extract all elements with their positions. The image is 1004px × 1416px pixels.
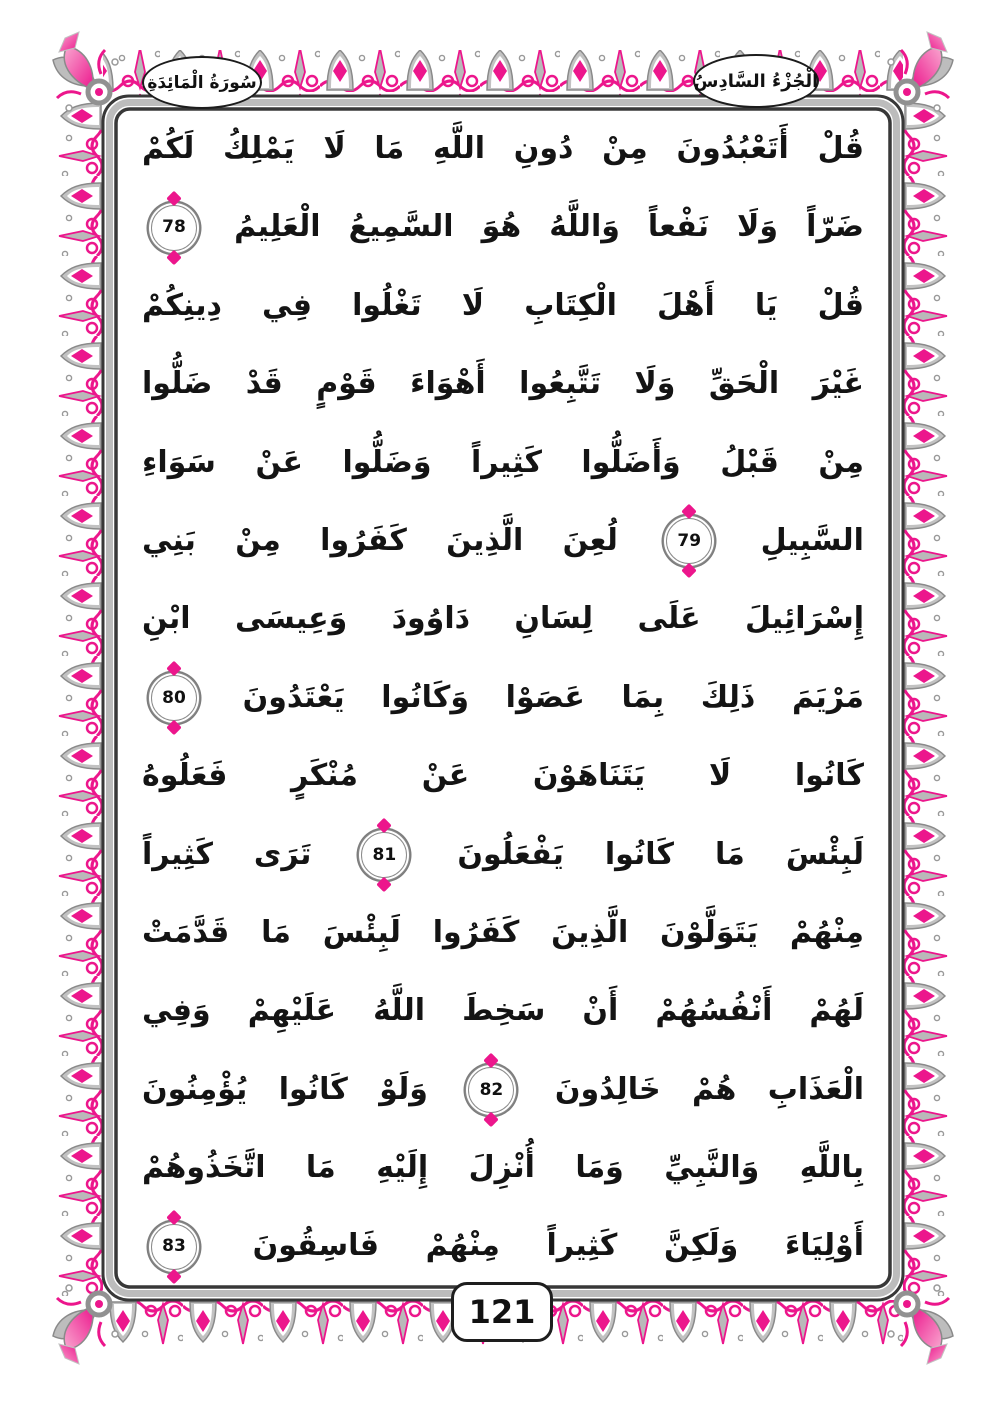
border-ornament-right-icon bbox=[903, 96, 949, 1300]
quran-line bbox=[142, 188, 864, 266]
ayah-text: مِنْهُمْ يَتَوَلَّوْنَ الَّذِينَ كَفَرُوا لَبِئْسَ مَا قَدَّمَتْ bbox=[142, 914, 864, 950]
ayah-text: أَوْلِيَاءَ وَلَكِنَّ كَثِيراً مِنْهُمْ فَاسِقُونَ bbox=[252, 1228, 864, 1264]
quran-line bbox=[142, 502, 864, 580]
page-number: 121 bbox=[468, 1293, 536, 1331]
verse-number-medallion-icon bbox=[148, 672, 200, 724]
verse-number: 82 bbox=[479, 1079, 504, 1100]
verse-number-medallion-icon bbox=[148, 1221, 200, 1273]
verse-number: 80 bbox=[162, 687, 186, 708]
verse-number-medallion-icon bbox=[465, 1064, 517, 1116]
verse-number-medallion-icon bbox=[148, 202, 200, 254]
ayah-text: قُلْ يَا أَهْلَ الْكِتَابِ لَا تَغْلُوا فِي دِينِكُمْ bbox=[142, 287, 864, 323]
ayah-text: لُعِنَ الَّذِينَ كَفَرُوا مِنْ بَنِي bbox=[142, 522, 618, 558]
ayah-text: الْعَذَابِ هُمْ خَالِدُونَ bbox=[554, 1071, 865, 1107]
quran-line bbox=[142, 737, 864, 815]
ayah-text: قُلْ أَتَعْبُدُونَ مِنْ دُونِ اللَّهِ مَا لَا يَمْلِكُ لَكُمْ bbox=[142, 131, 864, 166]
quran-line bbox=[142, 659, 864, 737]
ayah-text: كَانُوا لَا يَتَنَاهَوْنَ عَنْ مُنْكَرٍ فَعَلُوهُ bbox=[142, 758, 864, 794]
juz-number-label: الْجُزْءُ السَّادِسُ bbox=[693, 70, 819, 92]
quran-line bbox=[142, 267, 864, 345]
quran-line bbox=[142, 1051, 864, 1129]
quran-line bbox=[142, 110, 864, 188]
verse-number: 78 bbox=[162, 217, 186, 238]
quran-line bbox=[142, 1129, 864, 1207]
quran-line bbox=[142, 816, 864, 894]
ayah-text: مِنْ قَبْلُ وَأَضَلُّوا كَثِيراً وَضَلُّوا عَنْ سَوَاءِ bbox=[142, 444, 864, 480]
quran-line bbox=[142, 580, 864, 658]
quran-line bbox=[142, 972, 864, 1050]
quran-line bbox=[142, 894, 864, 972]
ayah-text: مَرْيَمَ ذَلِكَ بِمَا عَصَوْا وَكَانُوا يَعْتَدُونَ bbox=[242, 679, 864, 715]
quran-line bbox=[142, 424, 864, 502]
ayah-text: وَلَوْ كَانُوا يُؤْمِنُونَ bbox=[142, 1071, 428, 1107]
verse-number: 79 bbox=[677, 530, 702, 551]
ayah-text: ضَرّاً وَلَا نَفْعاً وَاللَّهُ هُوَ السَّمِيعُ الْعَلِيمُ bbox=[234, 209, 865, 245]
verse-number: 83 bbox=[162, 1236, 186, 1257]
ayah-text: بِاللَّهِ وَالنَّبِيِّ وَمَا أُنْزِلَ إِلَيْهِ مَا اتَّخَذُوهُمْ bbox=[142, 1150, 864, 1186]
quran-lines bbox=[142, 110, 864, 1290]
ayah-text: لَبِئْسَ مَا كَانُوا يَفْعَلُونَ bbox=[457, 836, 865, 872]
juz-number-cartouche bbox=[693, 54, 819, 108]
ayah-text: السَّبِيلِ bbox=[760, 522, 864, 558]
page-number-box bbox=[451, 1282, 553, 1342]
surah-name-cartouche bbox=[142, 56, 262, 109]
ayah-text: غَيْرَ الْحَقِّ وَلَا تَتَّبِعُوا أَهْوَاءَ قَوْمٍ قَدْ ضَلُّوا bbox=[142, 366, 864, 402]
quran-line bbox=[142, 345, 864, 423]
verse-number: 81 bbox=[372, 844, 397, 865]
ayah-text: إِسْرَائِيلَ عَلَى لِسَانِ دَاوُودَ وَعِيسَى ابْنِ bbox=[142, 601, 864, 637]
quran-line bbox=[142, 1207, 864, 1285]
ayah-text: لَهُمْ أَنْفُسُهُمْ أَنْ سَخِطَ اللَّهُ عَلَيْهِمْ وَفِي bbox=[142, 993, 864, 1029]
verse-number-medallion-icon bbox=[358, 829, 410, 881]
border-ornament-left-icon bbox=[57, 96, 103, 1300]
ayah-text: تَرَى كَثِيراً bbox=[142, 836, 312, 872]
verse-number-medallion-icon bbox=[663, 515, 715, 567]
surah-name-label: سُورَةُ الْمَائِدَةِ bbox=[147, 72, 257, 93]
